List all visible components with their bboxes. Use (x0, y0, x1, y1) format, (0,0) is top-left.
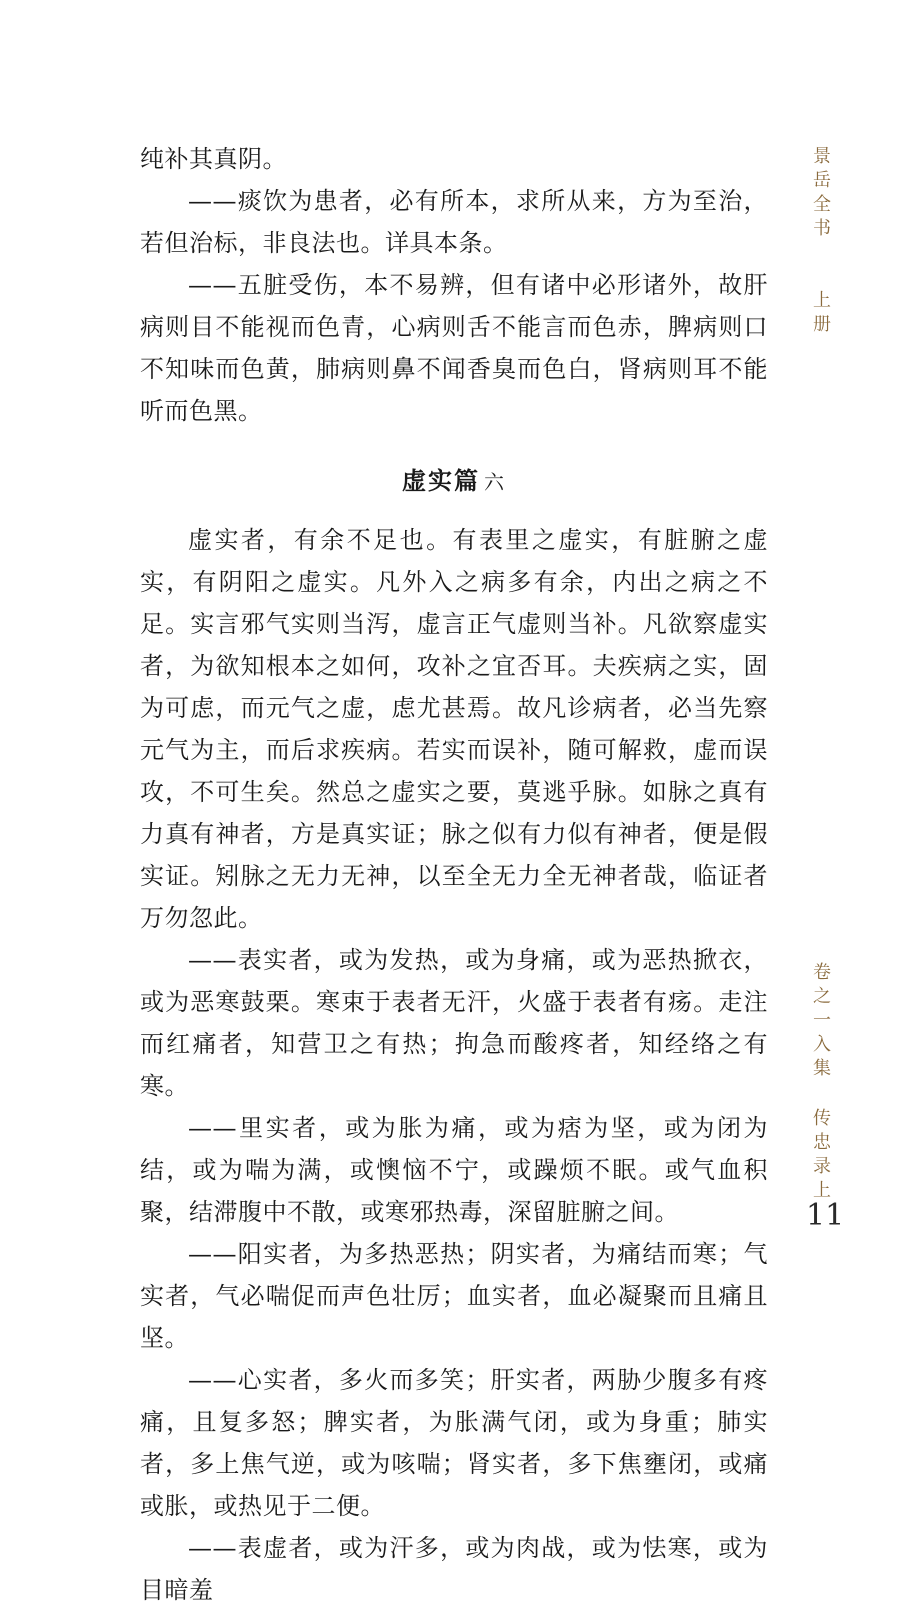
paragraph-phlegm: ——痰饮为患者，必有所本，求所从来，方为至治，若但治标，非良法也。详具本条。 (140, 187, 768, 257)
running-head-book-title: 景岳全书 (810, 146, 831, 242)
page-number: 11 (806, 1198, 845, 1233)
section-title: 虚实篇 (402, 466, 480, 495)
paragraph-exterior-excess: ——表实者，或为发热，或为身痛，或为恶热掀衣，或为恶寒鼓栗。寒束于表者无汗，火盛于表者有疡。走注而红痛者，知营卫之有热；拘急而酸疼者，知经络之有寒。 (140, 946, 768, 1100)
paragraph-interior-excess: ——里实者，或为胀为痛，或为痞为坚，或为闭为结，或为喘为满，或懊恼不宁，或躁烦不眠。或气血积聚，结滞腹中不散，或寒邪热毒，深留脏腑之间。 (140, 1114, 768, 1226)
running-head-volume: 上册 (810, 290, 831, 338)
paragraph-exterior-deficiency: ——表虚者，或为汗多，或为肉战，或为怯寒，或为目暗羞 (140, 1534, 768, 1604)
main-text (140, 138, 768, 1611)
section-number: 六 (484, 470, 506, 494)
paragraph-yang-excess: ——阳实者，为多热恶热；阴实者，为痛结而寒；气实者，气必喘促而声色壮厉；血实者，血必凝聚而且痛且坚。 (140, 1240, 768, 1352)
paragraph-xushi-intro: 虚实者，有余不足也。有表里之虚实，有脏腑之虚实，有阴阳之虚实。凡外入之病多有余，内出之病之不足。实言邪气实则当泻，虚言正气虚则当补。凡欲察虚实者，为欲知根本之如何，攻补之宜否耳。夫疾病之实，固为可虑，而元气之虚，虑尤甚焉。故凡诊病者，必当先察元气为主，而后求疾病。若实而误补，随可解救，虚而误攻，不可生矣。然总之虚实之要，莫逃乎脉。如脉之真有力真有神者，方是真实证；脉之似有力似有神者，便是假实证。矧脉之无力无神，以至全无力全无神者哉，临证者万勿忽此。 (140, 526, 768, 932)
paragraph-organ-excess: ——心实者，多火而多笑；肝实者，两胁少腹多有疼痛，且复多怒；脾实者，为胀满气闭，或为身重；肺实者，多上焦气逆，或为咳喘；肾实者，多下焦壅闭，或痛或胀，或热见于二便。 (140, 1366, 768, 1520)
paragraph-continuation: 纯补其真阴。 (140, 145, 287, 173)
running-head-chapter: 传忠录上 (810, 1108, 831, 1204)
paragraph-five-organs: ——五脏受伤，本不易辨，但有诸中必形诸外，故肝病则目不能视而色青，心病则舌不能言而色赤，脾病则口不知味而色黄，肺病则鼻不闻香臭而色白，肾病则耳不能听而色黑。 (140, 271, 768, 425)
section-heading (140, 460, 768, 503)
running-head-juan: 卷之一入集 (810, 962, 831, 1082)
